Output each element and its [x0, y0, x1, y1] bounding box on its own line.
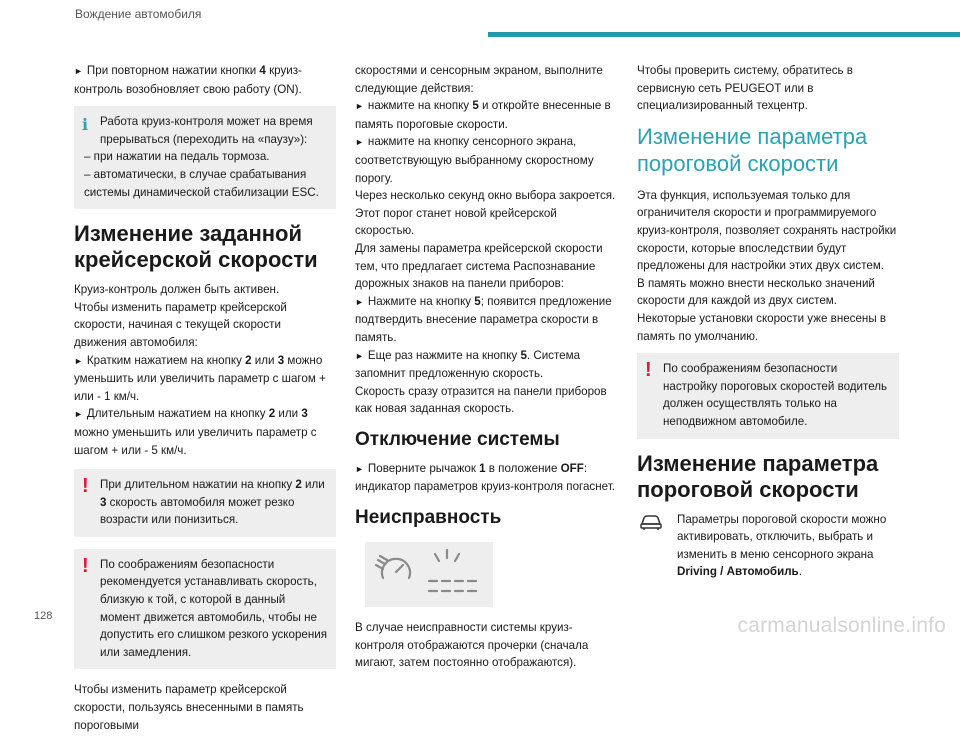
paragraph: Скорость сразу отразится на панели приборов как новая заданная скорость. — [355, 384, 607, 416]
info-note: ℹ Работа круиз-контроля может на время прерываться (переходить на «паузу»): – при нажатии на педаль тормоза. – автоматически, в случае срабатывания системы динамической стабилизации ESC. — [74, 106, 336, 209]
paragraph: В память можно внести несколько значений скорости для каждой из двух систем. — [637, 276, 875, 308]
arrow-icon: ► — [74, 355, 83, 366]
arrow-icon: ► — [355, 101, 364, 112]
paragraph: Круиз-контроль должен быть активен. — [74, 283, 280, 297]
column-2 — [355, 62, 617, 675]
warning-icon: ! — [645, 359, 652, 382]
paragraph: Эта функция, используемая только для ограничителя скорости и программируемого круиз-контроля, позволяет сохранять настройки скорости, которые впоследствии будут предложены для настройки этих двух систем. — [637, 188, 897, 273]
car-icon — [639, 513, 663, 536]
section-heading: Изменение заданной крейсерской скорости — [74, 221, 318, 273]
arrow-icon: ► — [355, 463, 364, 474]
header-accent-bar — [488, 32, 960, 37]
paragraph: Чтобы изменить параметр крейсерской скорости, пользуясь внесенными в память пороговыми — [74, 683, 304, 732]
page-number: 128 — [34, 610, 53, 622]
paragraph: ► нажмите на кнопку 5 и откройте внесенные в память пороговые скорости. — [355, 99, 611, 131]
warning-icon: ! — [82, 475, 89, 498]
watermark: carmanualsonline.info — [737, 614, 946, 637]
paragraph: ► Нажмите на кнопку 5; появится предложение подтвердить внесение параметра скорости в память. — [355, 294, 612, 344]
cruise-fault-icon — [365, 542, 493, 607]
paragraph: Этот порог станет новой крейсерской скоростью. — [355, 206, 557, 238]
car-settings-row: Параметры пороговой скорости можно активировать, отключить, выбрать и изменить в меню сенсорного экрана Driving / Автомобиль. — [637, 511, 899, 581]
paragraph: ► нажмите на кнопку сенсорного экрана, соответствующую выбранному скоростному порогу. — [355, 135, 594, 185]
warning-note: ! По соображениям безопасности рекомендуется устанавливать скорость, близкую к той, с которой в данный момент движется автомобиль, чтобы не допустить его слишком резкого ускорения или замедления. — [74, 549, 336, 670]
section-heading-teal: Изменение параметра пороговой скорости — [637, 123, 868, 176]
header-title: Вождение автомобиля — [75, 7, 202, 21]
column-3 — [637, 62, 899, 584]
warning-note: ! По соображениям безопасности настройку пороговых скоростей водитель должен осуществлять только на неподвижном автомобиле. — [637, 353, 899, 438]
section-heading: Изменение параметра пороговой скорости — [637, 450, 879, 502]
paragraph: Через несколько секунд окно выбора закроется. — [355, 189, 616, 203]
paragraph: ► Поверните рычажок 1 в положение OFF: индикатор параметров круиз-контроля погаснет. — [355, 461, 615, 494]
paragraph: ► Кратким нажатием на кнопку 2 или 3 можно уменьшить или увеличить параметр с шагом + или - 1 км/ч. — [74, 353, 326, 403]
arrow-icon: ► — [355, 296, 364, 307]
warning-note: ! При длительном нажатии на кнопку 2 или 3 скорость автомобиля может резко возрасти или понизиться. — [74, 469, 336, 537]
arrow-icon: ► — [355, 137, 364, 148]
arrow-icon: ► — [74, 66, 83, 76]
paragraph: Некоторые установки скорости уже внесены в память по умолчанию. — [637, 311, 887, 343]
paragraph: ► При повторном нажатии кнопки 4 круиз-контроль возобновляет свою работу (ON). — [74, 64, 302, 96]
section-heading: Отключение системы — [355, 428, 560, 450]
paragraph: В случае неисправности системы круиз-контроля отображаются прочерки (сначала мигают, затем постоянно отображаются). — [355, 621, 589, 670]
arrow-icon: ► — [355, 350, 364, 361]
paragraph: Для замены параметра крейсерской скорости тем, что предлагает система Распознавание дорожных знаков на панели приборов: — [355, 241, 603, 291]
column-1 — [74, 62, 336, 737]
warning-icon: ! — [82, 554, 89, 577]
section-heading: Неисправность — [355, 507, 502, 529]
paragraph: скоростями и сенсорным экраном, выполните следующие действия: — [355, 64, 603, 95]
info-icon: ℹ — [82, 117, 89, 135]
arrow-icon: ► — [74, 409, 83, 420]
paragraph: Чтобы проверить систему, обратитесь в сервисную сеть PEUGEOT или в специализированный техцентр. — [637, 64, 853, 113]
paragraph: ► Длительным нажатием на кнопку 2 или 3 можно уменьшить или увеличить параметр с шагом + или - 5 км/ч. — [74, 407, 317, 457]
paragraph: ► Еще раз нажмите на кнопку 5. Система запомнит предложенную скорость. — [355, 348, 581, 381]
paragraph: Чтобы изменить параметр крейсерской скорости, начиная с текущей скорости движения автомобиля: — [74, 300, 287, 349]
